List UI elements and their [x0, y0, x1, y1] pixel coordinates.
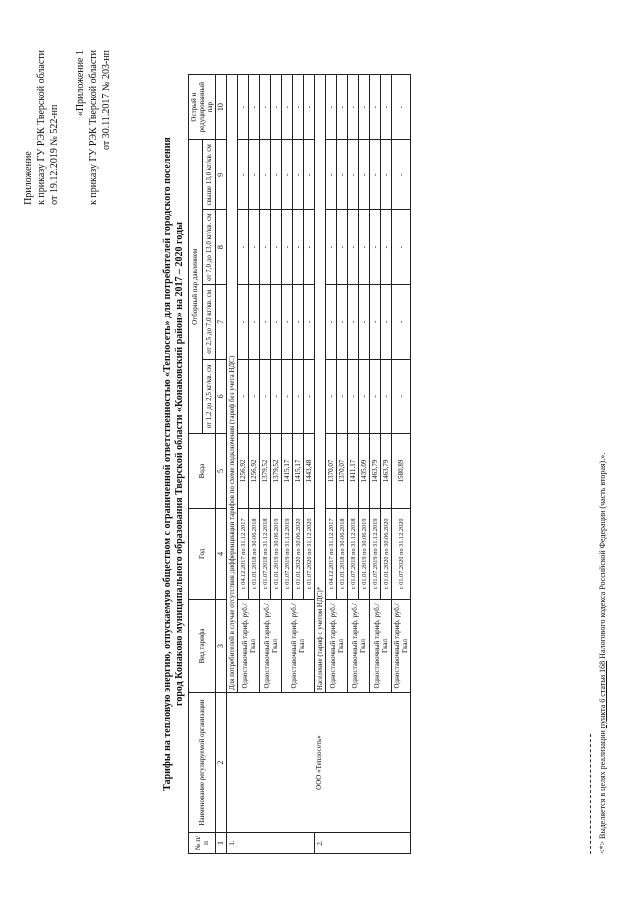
dash: - [238, 359, 249, 434]
dash: - [337, 210, 348, 285]
dash: - [370, 359, 381, 434]
period: с 04.12.2017 по 31.12.2017 [238, 508, 249, 599]
dash: - [260, 359, 271, 434]
water-value: 1463,79 [370, 434, 381, 509]
document-title [162, 74, 186, 854]
header-sub-2: от 2,5 до 7,0 кг/кв. см [202, 284, 216, 359]
col-num: 1 [216, 833, 227, 854]
header-col-type: Вид тарифа [189, 599, 216, 692]
dash: - [304, 284, 315, 359]
water-value: 1415,17 [293, 434, 304, 509]
period: с 01.01.2019 по 30.06.2019 [359, 508, 370, 599]
col-num: 2 [216, 693, 227, 833]
dash: - [271, 210, 282, 285]
dash: - [293, 359, 304, 434]
appendix-header-line3: от 19.12.2019 № 522-нп [49, 104, 60, 205]
appendix-header-line1: Приложение [23, 151, 34, 205]
title-line1: Тарифы на тепловую энергию, отпускаемую обществом с ограниченной ответственностью «Теплосеть» для потребителей городского поселения [162, 137, 173, 791]
dash: - [326, 359, 337, 434]
footnote [598, 453, 607, 854]
tariff-type: Одноставочный тариф, руб./Гкал [282, 599, 315, 692]
dash: - [304, 75, 315, 140]
original-appendix-header [74, 50, 113, 205]
water-value: 1379,52 [260, 434, 271, 509]
header-sub-1: от 1,2 до 2,5 кг/кв. см [202, 359, 216, 434]
dash: - [337, 140, 348, 210]
original-appendix-line1: «Приложение 1 [75, 50, 86, 117]
dash: - [348, 210, 359, 285]
water-value: 1370,07 [326, 434, 337, 509]
dash: - [249, 140, 260, 210]
col-num: 4 [216, 508, 227, 599]
period: с 01.07.2018 по 31.12.2018 [348, 508, 359, 599]
col-num: 7 [216, 284, 227, 359]
dash: - [359, 210, 370, 285]
row-no-1: 1. [227, 833, 315, 854]
dash: - [370, 210, 381, 285]
tariff-type: Одноставочный тариф, руб./Гкал [370, 599, 392, 692]
footnote-suffix: Налогового кодекса Российской Федерации (часть вторая).». [598, 452, 607, 661]
water-value: 1435,09 [359, 434, 370, 509]
dash: - [326, 284, 337, 359]
water-value: 1463,79 [381, 434, 392, 509]
water-value: 1370,07 [337, 434, 348, 509]
dash: - [381, 359, 392, 434]
col-num: 8 [216, 210, 227, 285]
period: с 01.01.2018 по 30.06.2018 [249, 508, 260, 599]
dash: - [359, 359, 370, 434]
col-num: 3 [216, 599, 227, 692]
col-num: 10 [216, 75, 227, 140]
col-num: 9 [216, 140, 227, 210]
header-col-sharp-steam: Острый и редуцированный пар [189, 75, 216, 140]
dash: - [370, 140, 381, 210]
tariff-type: Одноставочный тариф, руб./Гкал [348, 599, 370, 692]
row-no-2: 2. [315, 833, 411, 854]
header-col-year: Год [189, 508, 216, 599]
dash: - [249, 284, 260, 359]
dash: - [238, 210, 249, 285]
original-appendix-line2: к приказу ГУ РЭК Тверской области [88, 50, 99, 205]
dash: - [293, 140, 304, 210]
dash: - [249, 75, 260, 140]
dash: - [293, 210, 304, 285]
period: с 01.07.2020 по 31.12.2020 [392, 508, 411, 599]
water-value: 1256,92 [238, 434, 249, 509]
water-value: 1411,17 [348, 434, 359, 509]
period: с 01.01.2020 по 30.06.2020 [293, 508, 304, 599]
dash: - [260, 140, 271, 210]
header-sub-3: от 7,0 до 13,0 кг/кв. см [202, 210, 216, 285]
period: с 01.01.2019 по 30.06.2019 [271, 508, 282, 599]
dash: - [370, 75, 381, 140]
dash: - [271, 140, 282, 210]
dash: - [359, 140, 370, 210]
dash: - [304, 210, 315, 285]
period: с 04.12.2017 по 31.12.2017 [326, 508, 337, 599]
dash: - [304, 359, 315, 434]
dash: - [282, 75, 293, 140]
title-line2: город Конаково муниципального образования Тверской области «Конаковский район» на 2017 – 2020 годы [174, 222, 185, 706]
header-col-water: Вода [189, 434, 216, 509]
dash: - [392, 75, 411, 140]
dash: - [381, 284, 392, 359]
dash: - [282, 284, 293, 359]
dash: - [326, 75, 337, 140]
org-name: ООО «Теплосеть» [227, 693, 411, 833]
dash: - [293, 284, 304, 359]
period: с 01.01.2018 по 30.06.2018 [337, 508, 348, 599]
dash: - [348, 75, 359, 140]
header-col-steam: Отборный пар давлением [189, 140, 203, 434]
dash: - [348, 284, 359, 359]
dash: - [337, 359, 348, 434]
dash: - [271, 359, 282, 434]
period: с 01.07.2019 по 31.12.2019 [370, 508, 381, 599]
col-num: 5 [216, 434, 227, 509]
group1-label: Для потребителей в случае отсутствия дифференциации тарифов по схеме подключения (тариф без учета НДС) [227, 75, 238, 693]
appendix-header-line2: к приказу ГУ РЭК Тверской области [36, 50, 47, 205]
dash: - [282, 210, 293, 285]
water-value: 1580,89 [392, 434, 411, 509]
dash: - [392, 210, 411, 285]
period: с 01.07.2020 по 31.12.2020 [304, 508, 315, 599]
dash: - [359, 75, 370, 140]
period: с 01.07.2019 по 31.12.2019 [282, 508, 293, 599]
dash: - [348, 359, 359, 434]
footnote-prefix: <*> Выделяется в целях реализации [598, 728, 607, 854]
dash: - [326, 210, 337, 285]
dash: - [238, 140, 249, 210]
footnote-separator [590, 734, 591, 854]
dash: - [337, 75, 348, 140]
dash: - [282, 140, 293, 210]
dash: - [293, 75, 304, 140]
tariff-table [188, 74, 411, 854]
dash: - [260, 210, 271, 285]
tariff-type: Одноставочный тариф, руб./Гкал [238, 599, 260, 692]
header-col-org: Наименование регулируемой организации [189, 693, 216, 833]
footnote-link[interactable]: пункта 6 статьи 168 [598, 660, 607, 729]
water-value: 1256,92 [249, 434, 260, 509]
group2-label: Население (тариф с учетом НДС)* [315, 75, 326, 693]
dash: - [337, 284, 348, 359]
header-col-no: № п/п [189, 833, 216, 854]
dash: - [271, 284, 282, 359]
water-value: 1379,52 [271, 434, 282, 509]
dash: - [392, 359, 411, 434]
original-appendix-line3: от 30.11.2017 № 203-нп [101, 50, 112, 150]
dash: - [381, 140, 392, 210]
dash: - [260, 284, 271, 359]
tariff-type: Одноставочный тариф, руб./Гкал [326, 599, 348, 692]
water-value: 1443,48 [304, 434, 315, 509]
dash: - [326, 140, 337, 210]
dash: - [249, 359, 260, 434]
dash: - [238, 284, 249, 359]
period: с 01.01.2020 по 30.06.2020 [381, 508, 392, 599]
dash: - [271, 75, 282, 140]
appendix-header [22, 50, 61, 205]
dash: - [249, 210, 260, 285]
dash: - [370, 284, 381, 359]
period: с 01.07.2018 по 31.12.2018 [260, 508, 271, 599]
col-num: 6 [216, 359, 227, 434]
dash: - [381, 210, 392, 285]
tariff-type: Одноставочный тариф, руб./Гкал [260, 599, 282, 692]
dash: - [392, 284, 411, 359]
dash: - [348, 140, 359, 210]
water-value: 1415,17 [282, 434, 293, 509]
dash: - [381, 75, 392, 140]
dash: - [260, 75, 271, 140]
dash: - [238, 75, 249, 140]
tariff-type: Одноставочный тариф, руб./Гкал [392, 599, 411, 692]
dash: - [304, 140, 315, 210]
header-sub-4: свыше 13,0 кг/кв. см [202, 140, 216, 210]
dash: - [359, 284, 370, 359]
dash: - [282, 359, 293, 434]
dash: - [392, 140, 411, 210]
